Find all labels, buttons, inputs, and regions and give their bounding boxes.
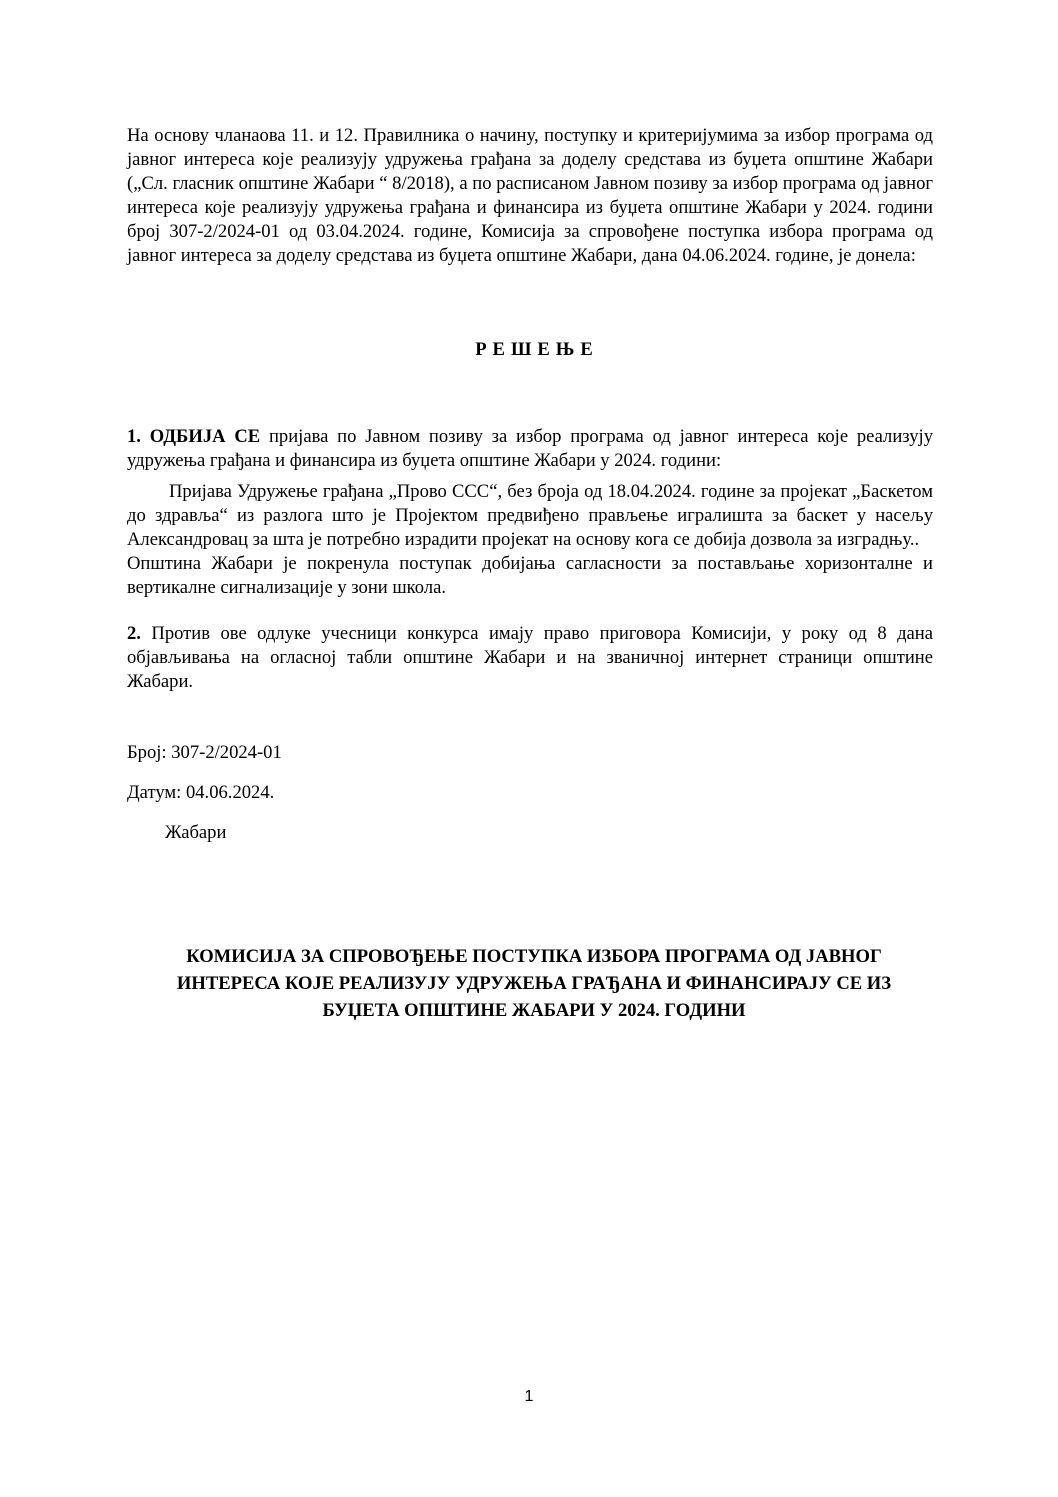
note-paragraph: Општина Жабари је покренула поступак добијања сагласности за постављање хоризонталне и вертикалне сигнализације у зони школа. (127, 553, 933, 598)
document-body (127, 124, 933, 1024)
intro-paragraph: На основу чланаова 11. и 12. Правилника о начину, поступку и критеријумима за избор програма од јавног интереса које реализују удружења грађана за доделу средстава из буџета општине Жабари („Сл. гласник општине Жабари “ 8/2018), а по расписаном Јавном позиву за избор програма од јавног интереса које реализују удружења грађана и финансира из буџета општине Жабари у 2024. години број 307-2/2024-01 од 03.04.2024. године, Комисија за спровођене поступка избора програма од јавног интереса за доделу средстава из буџета општине Жабари, дана 04.06.2024. године, је донела: (127, 125, 933, 266)
document-number: Број: 307-2/2024-01 (127, 742, 282, 763)
commission-line-1: КОМИСИЈА ЗА СПРОВОЂЕЊЕ ПОСТУПКА ИЗБОРА ПРОГРАМА ОД ЈАВНОГ (186, 946, 882, 967)
item-1-text: пријава по Јавном позиву за избор програма од јавног интереса које реализују удружења грађана и финансира из буџета општине Жабари у 2024. години: (127, 426, 933, 471)
item-1-lead: 1. ОДБИЈА СЕ (127, 426, 261, 447)
decision-title: РЕШЕЊЕ (475, 339, 599, 360)
commission-signature (127, 943, 933, 1024)
item-2-lead: 2. (127, 623, 141, 644)
decision-item-1 (127, 425, 933, 473)
item-2-text: Против ове одлуке учесници конкурса имају право приговора Комисији, у року од 8 дана објављивања на огласној табли општине Жабари и на званичној интернет страници општине Жабари. (127, 623, 933, 692)
page-number: 1 (524, 1388, 534, 1405)
document-place: Жабари (165, 822, 227, 843)
document-date: Датум: 04.06.2024. (127, 782, 275, 803)
application-text: Пријава Удружење грађана „Прово ССС“, без броја од 18.04.2024. године за пројекат „Баскетом до здравља“ из разлога што је Пројектом предвиђено прављење игралишта за баскет у насељу Александровац за шта је потребно израдити пројекат на основу кога се добија дозвола за изградњу.. (127, 481, 933, 550)
commission-line-2: ИНТЕРЕСА КОЈЕ РЕАЛИЗУЈУ УДРУЖЕЊА ГРАЂАНА И ФИНАНСИРАЈУ СЕ ИЗ (176, 973, 892, 994)
commission-line-3: БУЏЕТА ОПШТИНЕ ЖАБАРИ У 2024. ГОДИНИ (322, 1000, 746, 1021)
application-paragraph (127, 480, 933, 552)
decision-item-2 (127, 622, 933, 694)
